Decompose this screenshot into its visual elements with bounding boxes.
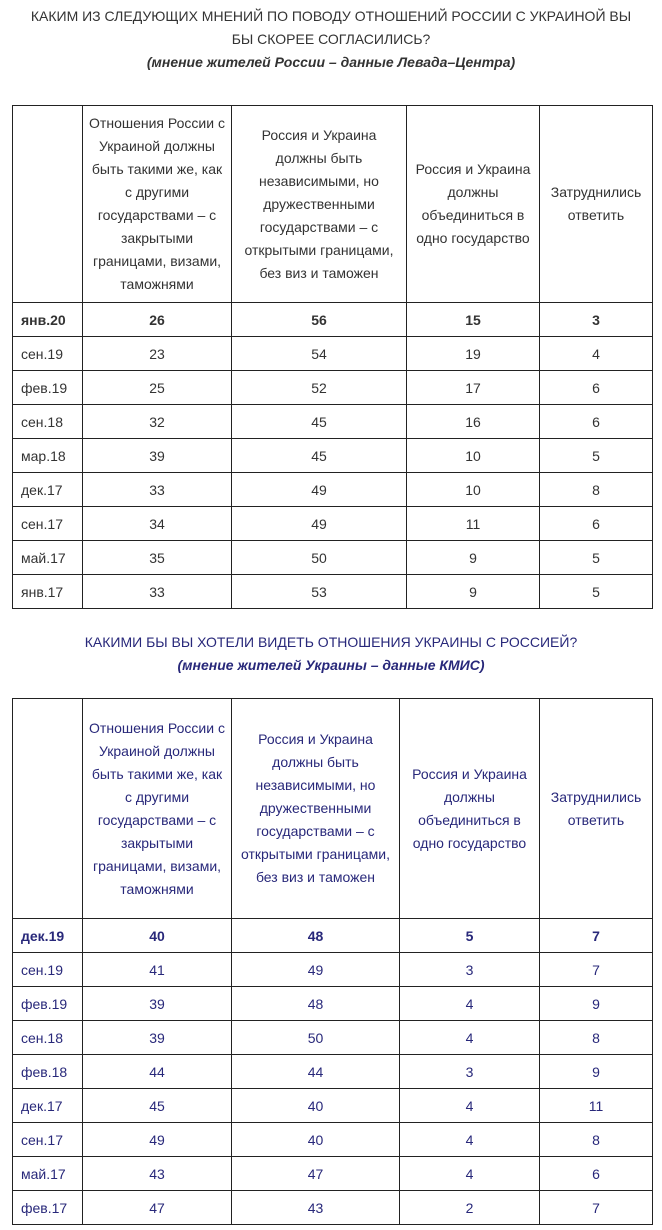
table-row xyxy=(13,1089,653,1123)
cell-value: 49 xyxy=(232,507,407,541)
section2-subtitle: (мнение жителей Украины – данные КМИС) xyxy=(177,657,485,673)
table-row xyxy=(13,919,653,953)
cell-value: 3 xyxy=(400,1055,540,1089)
cell-value: 4 xyxy=(540,337,653,371)
table-row xyxy=(13,507,653,541)
cell-value: 49 xyxy=(232,473,407,507)
cell-value: 45 xyxy=(232,405,407,439)
row-date: май.17 xyxy=(13,541,83,575)
header-col-3: Россия и Украина должны объединиться в одно государство xyxy=(400,699,540,919)
row-date: сен.19 xyxy=(13,953,83,987)
cell-value: 39 xyxy=(83,987,232,1021)
table-header-row xyxy=(13,106,653,303)
section1-table xyxy=(12,105,653,609)
cell-value: 53 xyxy=(232,575,407,609)
cell-value: 45 xyxy=(83,1089,232,1123)
cell-value: 15 xyxy=(407,303,540,337)
section2-heading xyxy=(0,609,662,685)
table-row xyxy=(13,371,653,405)
table-row xyxy=(13,1191,653,1225)
cell-value: 32 xyxy=(83,405,232,439)
cell-value: 7 xyxy=(540,919,653,953)
cell-value: 52 xyxy=(232,371,407,405)
table-row xyxy=(13,303,653,337)
cell-value: 35 xyxy=(83,541,232,575)
cell-value: 6 xyxy=(540,1157,653,1191)
cell-value: 44 xyxy=(232,1055,400,1089)
row-date: сен.17 xyxy=(13,1123,83,1157)
cell-value: 40 xyxy=(83,919,232,953)
cell-value: 6 xyxy=(540,405,653,439)
cell-value: 44 xyxy=(83,1055,232,1089)
table-row xyxy=(13,337,653,371)
row-date: фев.19 xyxy=(13,987,83,1021)
row-date: дек.17 xyxy=(13,1089,83,1123)
cell-value: 41 xyxy=(83,953,232,987)
header-empty xyxy=(13,699,83,919)
cell-value: 3 xyxy=(400,953,540,987)
cell-value: 56 xyxy=(232,303,407,337)
cell-value: 39 xyxy=(83,1021,232,1055)
row-date: май.17 xyxy=(13,1157,83,1191)
cell-value: 50 xyxy=(232,1021,400,1055)
header-col-1: Отношения России с Украиной должны быть такими же, как с другими государствами – с закрытыми границами, визами, таможнями xyxy=(83,106,232,303)
row-date: дек.17 xyxy=(13,473,83,507)
cell-value: 3 xyxy=(540,303,653,337)
cell-value: 43 xyxy=(83,1157,232,1191)
cell-value: 7 xyxy=(540,953,653,987)
section1-subtitle: (мнение жителей России – данные Левада–Центра) xyxy=(146,54,516,70)
cell-value: 40 xyxy=(232,1089,400,1123)
row-date: сен.18 xyxy=(13,405,83,439)
header-col-2: Россия и Украина должны быть независимыми, но дружественными государствами – с открытыми границами, без виз и таможен xyxy=(232,106,407,303)
row-date: фев.19 xyxy=(13,371,83,405)
table-row xyxy=(13,405,653,439)
cell-value: 19 xyxy=(407,337,540,371)
cell-value: 23 xyxy=(83,337,232,371)
cell-value: 5 xyxy=(540,439,653,473)
cell-value: 4 xyxy=(400,1123,540,1157)
cell-value: 5 xyxy=(400,919,540,953)
row-date: фев.18 xyxy=(13,1055,83,1089)
table-row xyxy=(13,1021,653,1055)
cell-value: 49 xyxy=(232,953,400,987)
cell-value: 10 xyxy=(407,439,540,473)
table-row xyxy=(13,987,653,1021)
cell-value: 9 xyxy=(407,541,540,575)
cell-value: 34 xyxy=(83,507,232,541)
row-date: сен.17 xyxy=(13,507,83,541)
cell-value: 40 xyxy=(232,1123,400,1157)
cell-value: 7 xyxy=(540,1191,653,1225)
cell-value: 50 xyxy=(232,541,407,575)
cell-value: 10 xyxy=(407,473,540,507)
header-col-3: Россия и Украина должны объединиться в одно государство xyxy=(407,106,540,303)
row-date: мар.18 xyxy=(13,439,83,473)
cell-value: 48 xyxy=(232,919,400,953)
cell-value: 9 xyxy=(407,575,540,609)
cell-value: 11 xyxy=(540,1089,653,1123)
cell-value: 47 xyxy=(83,1191,232,1225)
cell-value: 4 xyxy=(400,987,540,1021)
cell-value: 11 xyxy=(407,507,540,541)
section1-title: КАКИМ ИЗ СЛЕДУЮЩИХ МНЕНИЙ ПО ПОВОДУ ОТНОШЕНИЙ РОССИИ С УКРАИНОЙ ВЫ БЫ СКОРЕЕ СОГЛАСИЛИСЬ? xyxy=(30,8,632,47)
table-row xyxy=(13,1123,653,1157)
cell-value: 8 xyxy=(540,1021,653,1055)
cell-value: 9 xyxy=(540,1055,653,1089)
cell-value: 2 xyxy=(400,1191,540,1225)
cell-value: 4 xyxy=(400,1089,540,1123)
section2-title: КАКИМИ БЫ ВЫ ХОТЕЛИ ВИДЕТЬ ОТНОШЕНИЯ УКРАИНЫ С РОССИЕЙ? xyxy=(84,634,578,650)
cell-value: 9 xyxy=(540,987,653,1021)
row-date: дек.19 xyxy=(13,919,83,953)
cell-value: 16 xyxy=(407,405,540,439)
row-date: фев.17 xyxy=(13,1191,83,1225)
row-date: янв.17 xyxy=(13,575,83,609)
cell-value: 45 xyxy=(232,439,407,473)
cell-value: 25 xyxy=(83,371,232,405)
cell-value: 33 xyxy=(83,575,232,609)
cell-value: 49 xyxy=(83,1123,232,1157)
cell-value: 5 xyxy=(540,575,653,609)
cell-value: 4 xyxy=(400,1021,540,1055)
cell-value: 39 xyxy=(83,439,232,473)
cell-value: 26 xyxy=(83,303,232,337)
cell-value: 6 xyxy=(540,371,653,405)
header-col-2: Россия и Украина должны быть независимыми, но дружественными государствами – с открытыми границами, без виз и таможен xyxy=(232,699,400,919)
cell-value: 8 xyxy=(540,1123,653,1157)
cell-value: 6 xyxy=(540,507,653,541)
header-col-1: Отношения России с Украиной должны быть такими же, как с другими государствами – с закрытыми границами, визами, таможнями xyxy=(83,699,232,919)
cell-value: 33 xyxy=(83,473,232,507)
row-date: сен.19 xyxy=(13,337,83,371)
cell-value: 43 xyxy=(232,1191,400,1225)
table-row xyxy=(13,575,653,609)
table-row xyxy=(13,1157,653,1191)
cell-value: 4 xyxy=(400,1157,540,1191)
header-col-4: Затруднились ответить xyxy=(540,106,653,303)
cell-value: 48 xyxy=(232,987,400,1021)
row-date: сен.18 xyxy=(13,1021,83,1055)
table-row xyxy=(13,953,653,987)
table-row xyxy=(13,473,653,507)
row-date: янв.20 xyxy=(13,303,83,337)
cell-value: 47 xyxy=(232,1157,400,1191)
header-empty xyxy=(13,106,83,303)
table-row xyxy=(13,439,653,473)
table-row xyxy=(13,1055,653,1089)
section2-table xyxy=(12,698,653,1225)
table-row xyxy=(13,541,653,575)
cell-value: 17 xyxy=(407,371,540,405)
header-col-4: Затруднились ответить xyxy=(540,699,653,919)
cell-value: 54 xyxy=(232,337,407,371)
section1-heading xyxy=(0,0,662,89)
cell-value: 8 xyxy=(540,473,653,507)
cell-value: 5 xyxy=(540,541,653,575)
table-header-row xyxy=(13,699,653,919)
